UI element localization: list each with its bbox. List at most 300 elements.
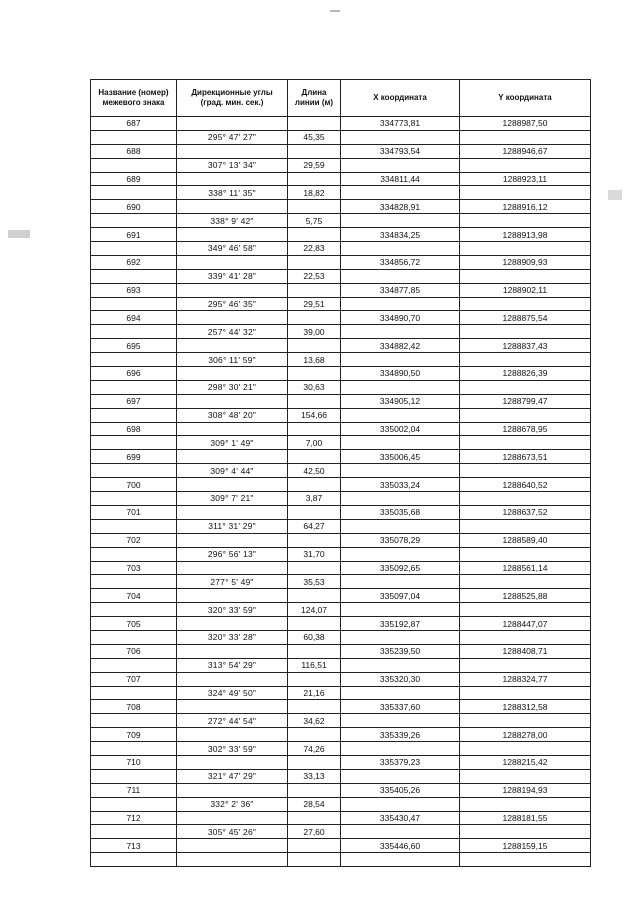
table-row-marker [91, 422, 591, 436]
line-length: 30,63 [288, 380, 341, 394]
x-coordinate: 335002,04 [341, 422, 460, 436]
line-length [288, 853, 341, 867]
empty-cell [288, 533, 341, 547]
x-coordinate: 334834,25 [341, 228, 460, 242]
table-row-segment [91, 797, 591, 811]
empty-cell [341, 825, 460, 839]
empty-cell [341, 325, 460, 339]
x-coordinate: 335239,50 [341, 644, 460, 658]
header-y-coordinate [460, 80, 591, 117]
table-row-marker [91, 311, 591, 325]
empty-cell [460, 714, 591, 728]
table-row-marker [91, 505, 591, 519]
table-row-marker [91, 755, 591, 769]
header-line: межевого знака [102, 98, 165, 107]
line-length: 7,00 [288, 436, 341, 450]
empty-cell [341, 797, 460, 811]
direction-angle: 338° 9' 42" [177, 214, 288, 228]
empty-cell [460, 547, 591, 561]
x-coordinate: 334793,54 [341, 144, 460, 158]
marker-name: 690 [91, 200, 177, 214]
line-length: 5,75 [288, 214, 341, 228]
marker-name: 712 [91, 811, 177, 825]
direction-angle: 349° 46' 58" [177, 242, 288, 256]
y-coordinate: 1288278,00 [460, 728, 591, 742]
empty-cell [91, 380, 177, 394]
empty-cell [460, 853, 591, 867]
y-coordinate: 1288525,88 [460, 589, 591, 603]
table-row-segment [91, 269, 591, 283]
scan-mark [8, 230, 30, 238]
empty-cell [341, 130, 460, 144]
empty-cell [341, 630, 460, 644]
direction-angle: 313° 54' 29" [177, 658, 288, 672]
empty-cell [460, 380, 591, 394]
empty-cell [341, 380, 460, 394]
header-marker-name [91, 80, 177, 117]
empty-cell [177, 617, 288, 631]
table-row-marker [91, 700, 591, 714]
marker-name: 693 [91, 283, 177, 297]
table-row-segment [91, 547, 591, 561]
empty-cell [341, 214, 460, 228]
line-length: 13,68 [288, 353, 341, 367]
empty-cell [460, 297, 591, 311]
empty-cell [341, 519, 460, 533]
x-coordinate: 334905,12 [341, 394, 460, 408]
line-length: 22,83 [288, 242, 341, 256]
x-coordinate: 335097,04 [341, 589, 460, 603]
empty-cell [460, 575, 591, 589]
empty-cell [288, 839, 341, 853]
header-x-coordinate [341, 80, 460, 117]
empty-cell [177, 755, 288, 769]
empty-cell [177, 172, 288, 186]
direction-angle: 320° 33' 59" [177, 603, 288, 617]
marker-name: 707 [91, 672, 177, 686]
table-row-segment [91, 242, 591, 256]
table-row-marker [91, 144, 591, 158]
x-coordinate: 335405,26 [341, 783, 460, 797]
table-row-segment [91, 436, 591, 450]
line-length: 27,60 [288, 825, 341, 839]
empty-cell [91, 603, 177, 617]
marker-name: 713 [91, 839, 177, 853]
y-coordinate: 1288408,71 [460, 644, 591, 658]
direction-angle: 307° 13' 34" [177, 158, 288, 172]
table-row-segment [91, 714, 591, 728]
marker-name: 692 [91, 255, 177, 269]
empty-cell [177, 783, 288, 797]
marker-name: 705 [91, 617, 177, 631]
marker-name: 708 [91, 700, 177, 714]
marker-name: 711 [91, 783, 177, 797]
x-coordinate: 335430,47 [341, 811, 460, 825]
empty-cell [288, 172, 341, 186]
y-coordinate: 1288194,93 [460, 783, 591, 797]
line-length: 39,00 [288, 325, 341, 339]
y-coordinate: 1288875,54 [460, 311, 591, 325]
x-coordinate: 335192,87 [341, 617, 460, 631]
empty-cell [460, 242, 591, 256]
direction-angle [177, 853, 288, 867]
empty-cell [177, 839, 288, 853]
empty-cell [341, 547, 460, 561]
marker-name: 696 [91, 367, 177, 381]
table-row-marker [91, 783, 591, 797]
empty-cell [341, 186, 460, 200]
y-coordinate: 1288916,12 [460, 200, 591, 214]
y-coordinate: 1288826,39 [460, 367, 591, 381]
empty-cell [288, 228, 341, 242]
empty-cell [177, 589, 288, 603]
table-row-marker [91, 672, 591, 686]
empty-cell [91, 353, 177, 367]
table-row-segment [91, 686, 591, 700]
direction-angle: 257° 44' 32" [177, 325, 288, 339]
line-length: 28,54 [288, 797, 341, 811]
y-coordinate: 1288215,42 [460, 755, 591, 769]
y-coordinate: 1288640,52 [460, 478, 591, 492]
empty-cell [460, 825, 591, 839]
marker-name: 710 [91, 755, 177, 769]
empty-cell [288, 617, 341, 631]
table-row-segment [91, 158, 591, 172]
direction-angle: 321° 47' 29" [177, 769, 288, 783]
empty-cell [91, 158, 177, 172]
y-coordinate: 1288799,47 [460, 394, 591, 408]
y-coordinate: 1288159,15 [460, 839, 591, 853]
table-row-segment [91, 825, 591, 839]
header-line: (град. мин. сек.) [200, 98, 264, 107]
empty-cell [341, 269, 460, 283]
y-coordinate: 1288447,07 [460, 617, 591, 631]
empty-cell [288, 700, 341, 714]
direction-angle: 339° 41' 28" [177, 269, 288, 283]
direction-angle: 277° 5' 49" [177, 575, 288, 589]
table-row-segment [91, 658, 591, 672]
table-row-marker [91, 811, 591, 825]
empty-cell [288, 728, 341, 742]
line-length: 45,35 [288, 130, 341, 144]
empty-cell [91, 742, 177, 756]
table-row-segment [91, 464, 591, 478]
empty-cell [177, 339, 288, 353]
line-length: 29,59 [288, 158, 341, 172]
line-length: 154,66 [288, 408, 341, 422]
x-coordinate: 335006,45 [341, 450, 460, 464]
y-coordinate: 1288913,98 [460, 228, 591, 242]
table-row-segment [91, 630, 591, 644]
empty-cell [177, 283, 288, 297]
empty-cell [460, 408, 591, 422]
empty-cell [177, 255, 288, 269]
table-row-marker [91, 117, 591, 131]
direction-angle: 302° 33' 59" [177, 742, 288, 756]
empty-cell [460, 186, 591, 200]
header-line-length [288, 80, 341, 117]
x-coordinate: 334828,91 [341, 200, 460, 214]
direction-angle: 311° 31' 29" [177, 519, 288, 533]
marker-name: 695 [91, 339, 177, 353]
line-length: 34,62 [288, 714, 341, 728]
empty-cell [341, 436, 460, 450]
empty-cell [91, 297, 177, 311]
table-row-segment [91, 353, 591, 367]
direction-angle: 295° 46' 35" [177, 297, 288, 311]
line-length: 35,53 [288, 575, 341, 589]
y-coordinate: 1288946,67 [460, 144, 591, 158]
header-line: Длина [301, 88, 327, 97]
table-row-marker [91, 367, 591, 381]
table-row-marker [91, 283, 591, 297]
y-coordinate: 1288637,52 [460, 505, 591, 519]
direction-angle: 309° 4' 44" [177, 464, 288, 478]
empty-cell [341, 769, 460, 783]
empty-cell [91, 547, 177, 561]
empty-cell [288, 367, 341, 381]
marker-name: 699 [91, 450, 177, 464]
header-line: Y координата [498, 93, 552, 102]
empty-cell [177, 505, 288, 519]
header-direction-angle [177, 80, 288, 117]
marker-name: 688 [91, 144, 177, 158]
table-row-marker [91, 450, 591, 464]
empty-cell [91, 464, 177, 478]
y-coordinate: 1288902,11 [460, 283, 591, 297]
empty-cell [288, 255, 341, 269]
x-coordinate: 334890,50 [341, 367, 460, 381]
empty-cell [460, 742, 591, 756]
direction-angle: 308° 48' 20" [177, 408, 288, 422]
empty-cell [91, 825, 177, 839]
y-coordinate: 1288589,40 [460, 533, 591, 547]
empty-cell [177, 228, 288, 242]
table-row-marker [91, 255, 591, 269]
x-coordinate: 335320,30 [341, 672, 460, 686]
empty-cell [288, 783, 341, 797]
scan-mark [608, 190, 622, 200]
empty-cell [91, 769, 177, 783]
empty-cell [341, 353, 460, 367]
table-row-segment [91, 575, 591, 589]
table-row-segment [91, 603, 591, 617]
table-row-segment [91, 297, 591, 311]
empty-cell [177, 422, 288, 436]
table-row-marker [91, 228, 591, 242]
empty-cell [341, 297, 460, 311]
empty-cell [288, 644, 341, 658]
empty-cell [288, 505, 341, 519]
empty-cell [341, 714, 460, 728]
line-length: 60,38 [288, 630, 341, 644]
empty-cell [177, 200, 288, 214]
empty-cell [288, 811, 341, 825]
line-length: 31,70 [288, 547, 341, 561]
table-row-marker [91, 561, 591, 575]
direction-angle: 272° 44' 54" [177, 714, 288, 728]
x-coordinate: 334773,81 [341, 117, 460, 131]
x-coordinate: 334856,72 [341, 255, 460, 269]
y-coordinate: 1288561,14 [460, 561, 591, 575]
line-length: 18,82 [288, 186, 341, 200]
empty-cell [341, 242, 460, 256]
table-row-segment [91, 742, 591, 756]
table-row-segment [91, 769, 591, 783]
marker-name: 704 [91, 589, 177, 603]
header-line: Название (номер) [98, 88, 169, 97]
table-row-marker [91, 617, 591, 631]
x-coordinate: 335078,29 [341, 533, 460, 547]
empty-cell [288, 755, 341, 769]
empty-cell [460, 603, 591, 617]
direction-angle: 320° 33' 28" [177, 630, 288, 644]
table-row-marker [91, 728, 591, 742]
empty-cell [341, 575, 460, 589]
empty-cell [288, 339, 341, 353]
empty-cell [91, 408, 177, 422]
table-row-marker [91, 394, 591, 408]
table-row-marker [91, 644, 591, 658]
empty-cell [288, 478, 341, 492]
y-coordinate: 1288678,95 [460, 422, 591, 436]
marker-name: 709 [91, 728, 177, 742]
empty-cell [341, 658, 460, 672]
empty-cell [91, 658, 177, 672]
empty-cell [288, 200, 341, 214]
marker-name: 687 [91, 117, 177, 131]
direction-angle: 296° 56' 13" [177, 547, 288, 561]
empty-cell [91, 714, 177, 728]
empty-cell [91, 242, 177, 256]
empty-cell [460, 797, 591, 811]
boundary-marker-table [90, 79, 591, 867]
marker-name: 689 [91, 172, 177, 186]
table-row-marker [91, 589, 591, 603]
empty-cell [91, 269, 177, 283]
table-row-marker [91, 839, 591, 853]
marker-name: 698 [91, 422, 177, 436]
y-coordinate: 1288181,55 [460, 811, 591, 825]
line-length: 64,27 [288, 519, 341, 533]
empty-cell [341, 742, 460, 756]
empty-cell [177, 728, 288, 742]
empty-cell [91, 686, 177, 700]
y-coordinate: 1288987,50 [460, 117, 591, 131]
empty-cell [460, 158, 591, 172]
x-coordinate: 334877,85 [341, 283, 460, 297]
x-coordinate: 335339,26 [341, 728, 460, 742]
y-coordinate: 1288923,11 [460, 172, 591, 186]
line-length: 74,26 [288, 742, 341, 756]
table-row-segment [91, 186, 591, 200]
empty-cell [341, 408, 460, 422]
y-coordinate: 1288837,43 [460, 339, 591, 353]
empty-cell [288, 283, 341, 297]
x-coordinate: 335379,23 [341, 755, 460, 769]
empty-cell [177, 811, 288, 825]
marker-name: 697 [91, 394, 177, 408]
y-coordinate: 1288909,93 [460, 255, 591, 269]
direction-angle: 332° 2' 36" [177, 797, 288, 811]
x-coordinate: 335035,68 [341, 505, 460, 519]
marker-name: 701 [91, 505, 177, 519]
x-coordinate: 334882,42 [341, 339, 460, 353]
marker-name: 691 [91, 228, 177, 242]
table-row-segment [91, 325, 591, 339]
empty-cell [460, 630, 591, 644]
y-coordinate: 1288324,77 [460, 672, 591, 686]
empty-cell [341, 158, 460, 172]
line-length: 42,50 [288, 464, 341, 478]
empty-cell [91, 130, 177, 144]
empty-cell [460, 214, 591, 228]
empty-cell [177, 533, 288, 547]
table-header-row [91, 80, 591, 117]
table-row-segment [91, 519, 591, 533]
empty-cell [91, 492, 177, 506]
direction-angle: 338° 11' 35" [177, 186, 288, 200]
empty-cell [460, 353, 591, 367]
marker-name: 700 [91, 478, 177, 492]
x-coordinate: 335092,65 [341, 561, 460, 575]
empty-cell [288, 589, 341, 603]
line-length: 22,53 [288, 269, 341, 283]
x-coordinate: 335033,24 [341, 478, 460, 492]
direction-angle: 324° 49' 50" [177, 686, 288, 700]
empty-cell [288, 394, 341, 408]
empty-cell [177, 450, 288, 464]
empty-cell [460, 269, 591, 283]
empty-cell [341, 464, 460, 478]
header-line: линии (м) [294, 98, 334, 107]
empty-cell [91, 325, 177, 339]
empty-cell [177, 644, 288, 658]
line-length: 29,51 [288, 297, 341, 311]
empty-cell [91, 575, 177, 589]
header-line: Дирекционные углы [191, 88, 273, 97]
empty-cell [177, 478, 288, 492]
empty-cell [460, 769, 591, 783]
empty-cell [341, 686, 460, 700]
table-row-marker [91, 172, 591, 186]
empty-cell [288, 450, 341, 464]
empty-cell [341, 853, 460, 867]
empty-cell [288, 117, 341, 131]
table-row-marker [91, 478, 591, 492]
x-coordinate: 334890,70 [341, 311, 460, 325]
empty-cell [460, 464, 591, 478]
line-length: 21,16 [288, 686, 341, 700]
direction-angle: 305° 45' 26" [177, 825, 288, 839]
empty-cell [460, 130, 591, 144]
direction-angle: 309° 7' 21" [177, 492, 288, 506]
empty-cell [177, 561, 288, 575]
y-coordinate: 1288312,58 [460, 700, 591, 714]
empty-cell [460, 519, 591, 533]
marker-name: 703 [91, 561, 177, 575]
empty-cell [177, 700, 288, 714]
table-body [91, 117, 591, 867]
marker-name: 706 [91, 644, 177, 658]
table-row-segment [91, 380, 591, 394]
empty-cell [91, 519, 177, 533]
empty-cell [288, 144, 341, 158]
empty-cell [177, 672, 288, 686]
table-row-segment [91, 492, 591, 506]
table-row-segment [91, 214, 591, 228]
empty-cell [91, 214, 177, 228]
